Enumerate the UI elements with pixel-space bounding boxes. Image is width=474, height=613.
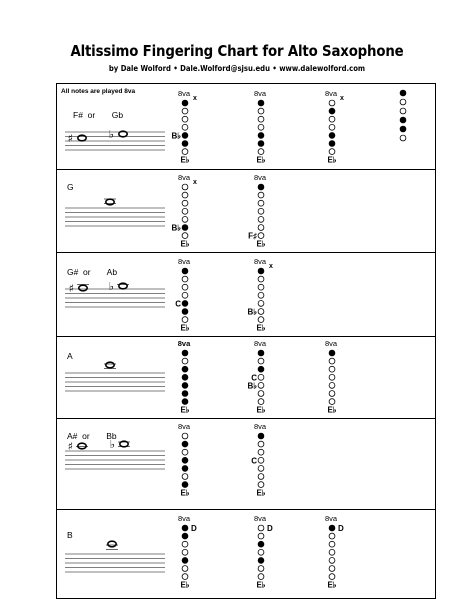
side-key-label: B♭ [247, 307, 257, 317]
closed-key [182, 441, 188, 447]
side-key-label: D [267, 524, 273, 533]
closed-key [182, 225, 188, 231]
low-key-label: E♭ [180, 239, 190, 249]
closed-key [258, 184, 264, 190]
open-key [329, 149, 335, 155]
open-key [258, 217, 264, 223]
open-key [258, 233, 264, 239]
open-key [258, 533, 264, 539]
note-label: G# or Ab [67, 267, 118, 277]
octave-label: 8va [177, 339, 191, 348]
open-key [258, 474, 264, 480]
open-key [258, 383, 264, 389]
low-key-label: E♭ [327, 580, 337, 590]
note-label: A [67, 351, 73, 361]
open-key [258, 549, 264, 555]
low-key-label: E♭ [180, 405, 190, 415]
low-key-label: E♭ [180, 323, 190, 333]
side-key-label: C [251, 373, 257, 383]
open-key [182, 541, 188, 547]
chart-note: All notes are played 8va [61, 88, 136, 95]
closed-key [258, 541, 264, 547]
open-key [182, 184, 188, 190]
open-key [182, 574, 188, 580]
closed-key [258, 558, 264, 564]
fingering-diagram [165, 89, 205, 169]
open-key [258, 116, 264, 122]
open-key [329, 124, 335, 130]
open-key [258, 108, 264, 114]
closed-key [329, 108, 335, 114]
open-key [182, 284, 188, 290]
closed-key [329, 141, 335, 147]
octave-label: 8va [324, 89, 338, 98]
open-key [258, 208, 264, 214]
low-key-label: E♭ [256, 488, 266, 498]
side-key-label: C [251, 456, 257, 466]
open-key [258, 309, 264, 315]
side-key-label: B♭ [171, 223, 181, 233]
side-key-label: C [175, 299, 181, 309]
open-key [182, 549, 188, 555]
whole-note [110, 438, 130, 451]
open-key [258, 399, 264, 405]
flat-sign: ♭ [109, 438, 115, 451]
low-key-label: E♭ [256, 405, 266, 415]
closed-key [182, 301, 188, 307]
open-key [182, 217, 188, 223]
fingering-diagram [312, 339, 352, 419]
whole-note [109, 128, 127, 141]
closed-key [182, 133, 188, 139]
note-label: G [67, 182, 74, 192]
closed-key [182, 268, 188, 274]
octave-label: 8va [177, 257, 191, 266]
octave-label: 8va [253, 514, 267, 523]
octave-label: 8va [177, 89, 191, 98]
open-key [182, 566, 188, 572]
octave-key-mark: x [269, 263, 273, 270]
open-key [329, 533, 335, 539]
open-key [329, 383, 335, 389]
open-key [182, 192, 188, 198]
note-label: B [67, 530, 73, 540]
closed-key [329, 350, 335, 356]
open-key [182, 449, 188, 455]
closed-key [182, 100, 188, 106]
octave-label: 8va [253, 173, 267, 182]
open-key [258, 192, 264, 198]
sharp-sign: ♯ [67, 440, 73, 453]
octave-label: 8va [253, 339, 267, 348]
fingering-chart [56, 83, 436, 599]
closed-key [400, 90, 406, 96]
closed-key [182, 383, 188, 389]
side-key-label: B♭ [247, 381, 257, 391]
open-key [329, 100, 335, 106]
open-key [400, 108, 406, 114]
fingering-diagram [383, 89, 423, 169]
open-key [329, 391, 335, 397]
whole-note [109, 280, 129, 293]
closed-key [182, 350, 188, 356]
low-key-label: E♭ [327, 155, 337, 165]
open-key [258, 317, 264, 323]
open-key [258, 292, 264, 298]
fingering-diagram [165, 422, 205, 502]
page-title: Altissimo Fingering Chart for Alto Saxophone [70, 42, 404, 60]
fingering-diagram [165, 514, 205, 594]
open-key [182, 317, 188, 323]
open-key [258, 449, 264, 455]
open-key [258, 284, 264, 290]
open-key [258, 124, 264, 130]
open-key [182, 124, 188, 130]
octave-key-mark: x [193, 95, 197, 102]
octave-key-mark: x [340, 95, 344, 102]
staff [65, 363, 165, 403]
open-key [258, 525, 264, 531]
low-key-label: E♭ [180, 580, 190, 590]
open-key [258, 225, 264, 231]
fingering-diagram [241, 89, 281, 169]
open-key [182, 116, 188, 122]
open-key [258, 374, 264, 380]
open-key [182, 276, 188, 282]
staff [65, 438, 165, 481]
fingering-diagram [312, 514, 352, 594]
closed-key [258, 433, 264, 439]
closed-key [182, 374, 188, 380]
fingering-diagram [241, 173, 281, 253]
open-key [258, 482, 264, 488]
octave-key-mark: x [193, 179, 197, 186]
open-key [182, 208, 188, 214]
open-key [329, 574, 335, 580]
open-key [329, 358, 335, 364]
whole-note [68, 132, 87, 145]
open-key [329, 374, 335, 380]
open-key [258, 149, 264, 155]
sharp-sign: ♯ [67, 132, 73, 145]
fingering-diagram [241, 257, 281, 337]
staff [65, 198, 165, 238]
whole-note [104, 199, 116, 205]
octave-label: 8va [324, 339, 338, 348]
author-byline: by Dale Wolford • Dale.Wolford@sjsu.edu • www.dalewolford.com [108, 64, 366, 73]
closed-key [400, 117, 406, 123]
octave-label: 8va [177, 173, 191, 182]
open-key [258, 200, 264, 206]
open-key [258, 566, 264, 572]
staff [65, 544, 165, 584]
low-key-label: E♭ [256, 323, 266, 333]
closed-key [258, 350, 264, 356]
closed-key [258, 141, 264, 147]
low-key-label: E♭ [256, 580, 266, 590]
closed-key [258, 268, 264, 274]
low-key-label: E♭ [180, 488, 190, 498]
octave-label: 8va [177, 422, 191, 431]
flat-sign: ♭ [108, 280, 114, 293]
whole-note [106, 541, 118, 549]
open-key [258, 457, 264, 463]
closed-key [182, 141, 188, 147]
closed-key [182, 309, 188, 315]
closed-key [182, 466, 188, 472]
fingering-diagram [241, 422, 281, 502]
note-label: A# or Bb [67, 431, 117, 441]
open-key [258, 301, 264, 307]
flat-sign: ♭ [108, 128, 114, 141]
staff [65, 122, 165, 162]
open-key [258, 574, 264, 580]
closed-key [182, 482, 188, 488]
closed-key [182, 558, 188, 564]
closed-key [182, 399, 188, 405]
sharp-sign: ♯ [68, 282, 74, 295]
open-key [329, 566, 335, 572]
open-key [400, 135, 406, 141]
closed-key [182, 366, 188, 372]
side-key-label: B♭ [171, 131, 181, 141]
fingering-diagram [165, 339, 205, 419]
fingering-diagram [165, 257, 205, 337]
open-key [329, 549, 335, 555]
closed-key [258, 366, 264, 372]
open-key [258, 441, 264, 447]
open-key [329, 558, 335, 564]
open-key [182, 433, 188, 439]
octave-label: 8va [324, 514, 338, 523]
open-key [258, 466, 264, 472]
open-key [182, 149, 188, 155]
closed-key [329, 525, 335, 531]
closed-key [329, 133, 335, 139]
note-label: F# or Gb [73, 110, 124, 120]
fingering-diagram [312, 89, 352, 169]
closed-key [182, 525, 188, 531]
open-key [182, 474, 188, 480]
octave-label: 8va [253, 89, 267, 98]
side-key-label: D [338, 524, 344, 533]
open-key [258, 358, 264, 364]
octave-label: 8va [177, 514, 191, 523]
closed-key [182, 457, 188, 463]
staff [65, 279, 165, 319]
low-key-label: E♭ [327, 405, 337, 415]
open-key [182, 233, 188, 239]
open-key [329, 116, 335, 122]
fingering-diagram [165, 173, 205, 253]
open-key [182, 292, 188, 298]
open-key [329, 541, 335, 547]
closed-key [182, 533, 188, 539]
closed-key [182, 391, 188, 397]
closed-key [258, 100, 264, 106]
low-key-label: E♭ [256, 155, 266, 165]
whole-note [104, 362, 116, 368]
closed-key [400, 126, 406, 132]
octave-label: 8va [253, 257, 267, 266]
side-key-label: F♯ [248, 231, 257, 241]
open-key [258, 276, 264, 282]
octave-label: 8va [253, 422, 267, 431]
whole-note [69, 282, 89, 295]
open-key [182, 200, 188, 206]
low-key-label: E♭ [256, 239, 266, 249]
low-key-label: E♭ [180, 155, 190, 165]
open-key [182, 358, 188, 364]
open-key [329, 366, 335, 372]
closed-key [258, 133, 264, 139]
open-key [182, 108, 188, 114]
open-key [258, 391, 264, 397]
fingering-diagram [241, 339, 281, 419]
fingering-diagram [241, 514, 281, 594]
open-key [400, 99, 406, 105]
side-key-label: D [191, 524, 197, 533]
open-key [329, 399, 335, 405]
